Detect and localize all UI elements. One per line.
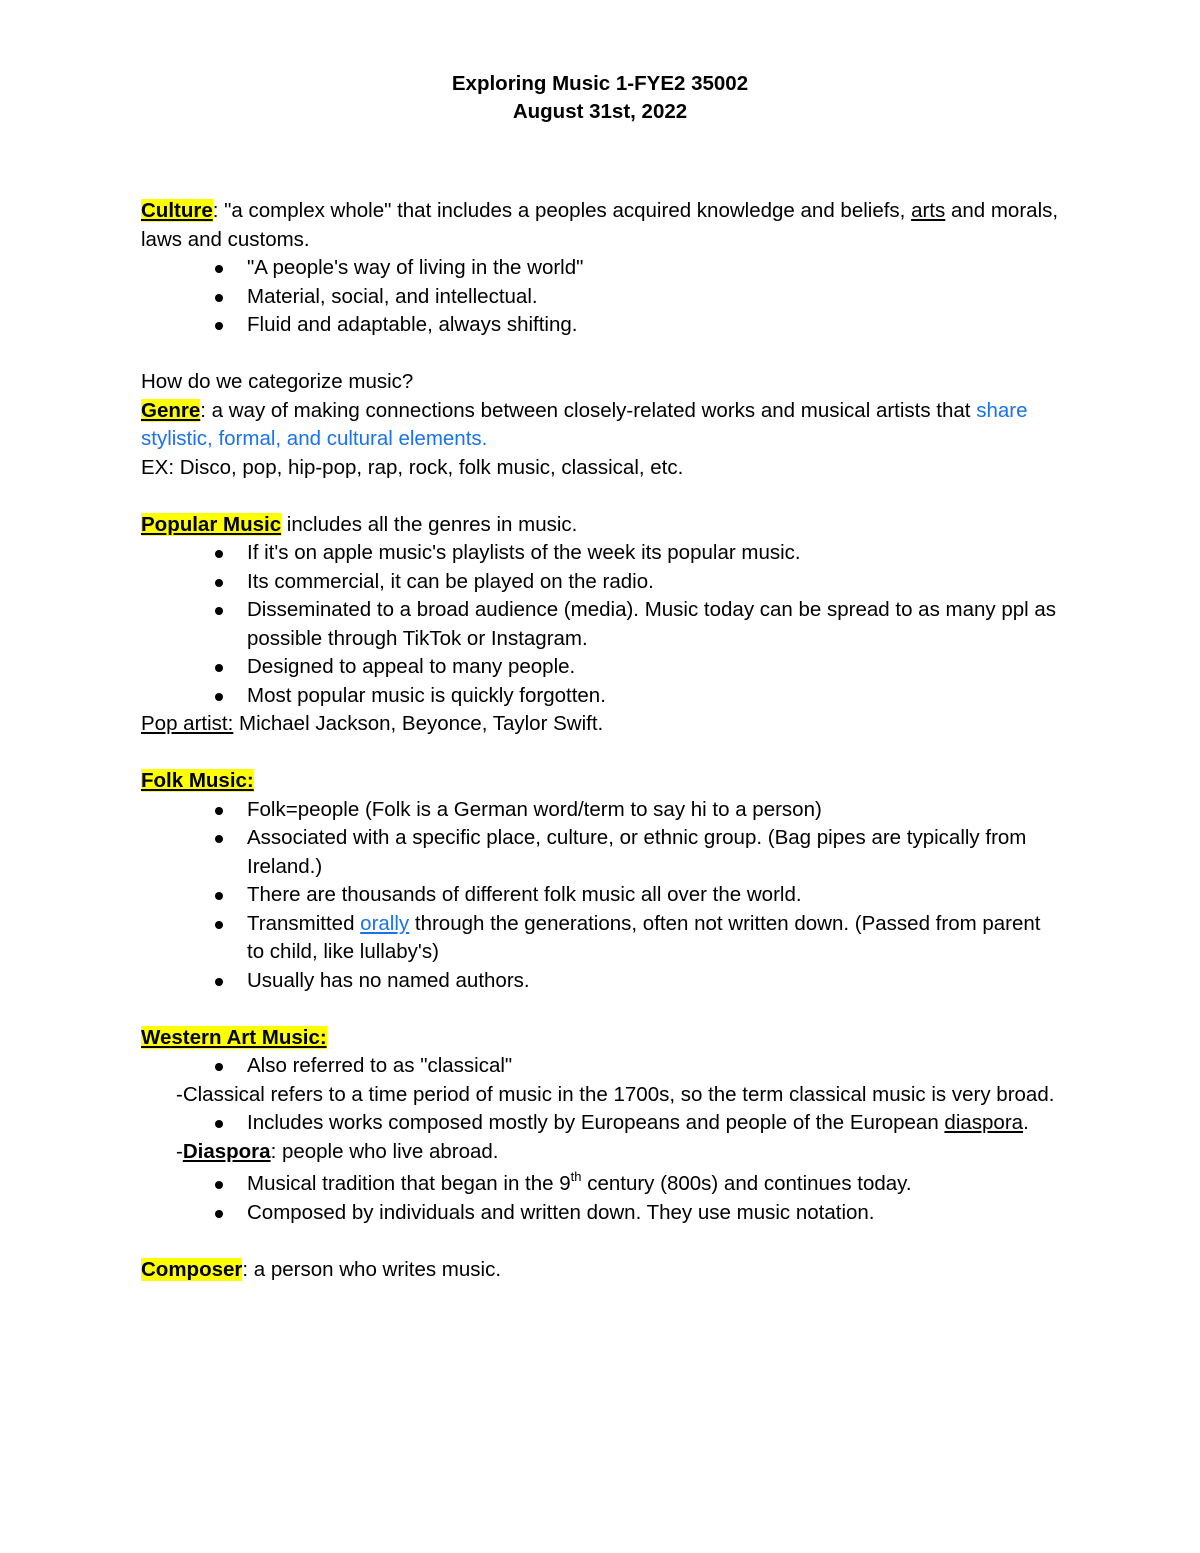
bullet3-part2: century (800s) and continues today. <box>581 1172 912 1195</box>
western-bullet-list-1 <box>141 1052 1061 1081</box>
list-item: Also referred to as "classical" <box>247 1052 1061 1081</box>
diaspora-word: diaspora <box>944 1111 1024 1134</box>
list-item: Its commercial, it can be played on the radio. <box>247 568 1061 597</box>
list-item: If it's on apple music's playlists of the week its popular music. <box>247 539 1061 568</box>
list-item: Composed by individuals and written down. They use music notation. <box>247 1199 1061 1228</box>
transmitted-part1: Transmitted <box>247 911 361 935</box>
bullet2-part2: . <box>1023 1111 1029 1134</box>
list-item: "A people's way of living in the world" <box>247 254 1061 283</box>
culture-arts: arts <box>911 199 946 222</box>
list-item: There are thousands of different folk music all over the world. <box>247 881 1061 910</box>
list-item: Folk=people (Folk is a German word/term to say hi to a person) <box>247 796 1061 825</box>
culture-term: Culture <box>141 199 213 222</box>
pop-artist-label: Pop artist: <box>141 712 234 735</box>
list-item: Most popular music is quickly forgotten. <box>247 682 1061 711</box>
diaspora-def: : people who live abroad. <box>270 1139 499 1163</box>
culture-def-part1: : "a complex whole" that includes a peoples acquired knowledge and beliefs, <box>212 199 912 222</box>
genre-def-part1: : a way of making connections between closely-related works and musical artists that <box>200 398 977 422</box>
document-date: August 31st, 2022 <box>512 100 688 123</box>
diaspora-definition <box>141 1138 1061 1167</box>
composer-def: : a person who writes music. <box>242 1257 502 1281</box>
popular-term: Popular Music <box>141 512 282 536</box>
orally-link[interactable]: orally <box>360 911 410 935</box>
genre-term: Genre <box>141 398 201 422</box>
classical-note: -Classical refers to a time period of music in the 1700s, so the term classical music is very broad. <box>176 1082 1055 1106</box>
document-header <box>0 70 1200 126</box>
composer-definition <box>141 1256 1061 1285</box>
genre-examples: EX: Disco, pop, hip-pop, rap, rock, folk music, classical, etc. <box>141 455 684 479</box>
list-item: Disseminated to a broad audience (media). Music today can be spread to as many ppl as possible through TikTok or Instagram. <box>247 596 1061 653</box>
popular-def: includes all the genres in music. <box>281 512 578 536</box>
pop-artist-names: Michael Jackson, Beyonce, Taylor Swift. <box>233 712 604 735</box>
list-item <box>247 910 1061 967</box>
western-bullet-list-3 <box>141 1170 1061 1227</box>
composer-term: Composer <box>141 1257 243 1281</box>
list-item: Usually has no named authors. <box>247 967 1061 996</box>
western-term: Western Art Music: <box>141 1025 327 1049</box>
diaspora-prefix: - <box>176 1139 183 1163</box>
genre-definition <box>141 397 1061 454</box>
folk-term: Folk Music: <box>141 769 254 792</box>
culture-def-part2: and morals, laws and customs. <box>141 199 1059 251</box>
diaspora-term: Diaspora <box>182 1139 271 1163</box>
popular-bullet-list <box>141 539 1061 710</box>
folk-heading <box>141 767 1061 796</box>
genre-question: How do we categorize music? <box>141 370 414 393</box>
list-item <box>247 1170 1061 1199</box>
bullet2-part1: Includes works composed mostly by Europeans and people of the European <box>247 1111 945 1134</box>
transmitted-part2: through the generations, often not written down. (Passed from parent to child, like lullaby's) <box>247 911 1041 963</box>
culture-bullet-list <box>141 254 1061 340</box>
document-title: Exploring Music 1-FYE2 35002 <box>451 72 749 95</box>
western-heading <box>141 1024 1061 1053</box>
list-item: Material, social, and intellectual. <box>247 283 1061 312</box>
popular-definition <box>141 511 1061 540</box>
list-item: Associated with a specific place, culture, or ethnic group. (Bag pipes are typically from Ireland.) <box>247 824 1061 881</box>
document-body <box>141 197 1061 1284</box>
bullet3-part1: Musical tradition that began in the 9 <box>247 1172 571 1195</box>
list-item: Designed to appeal to many people. <box>247 653 1061 682</box>
genre-def-highlight: share stylistic, formal, and cultural elements. <box>141 398 1028 450</box>
western-bullet-list-2 <box>141 1109 1061 1138</box>
list-item: Fluid and adaptable, always shifting. <box>247 311 1061 340</box>
list-item <box>247 1109 1061 1138</box>
culture-definition <box>141 197 1061 254</box>
bullet3-superscript: th <box>570 1169 582 1184</box>
folk-bullet-list <box>141 796 1061 996</box>
pop-artist-line <box>141 710 1061 739</box>
